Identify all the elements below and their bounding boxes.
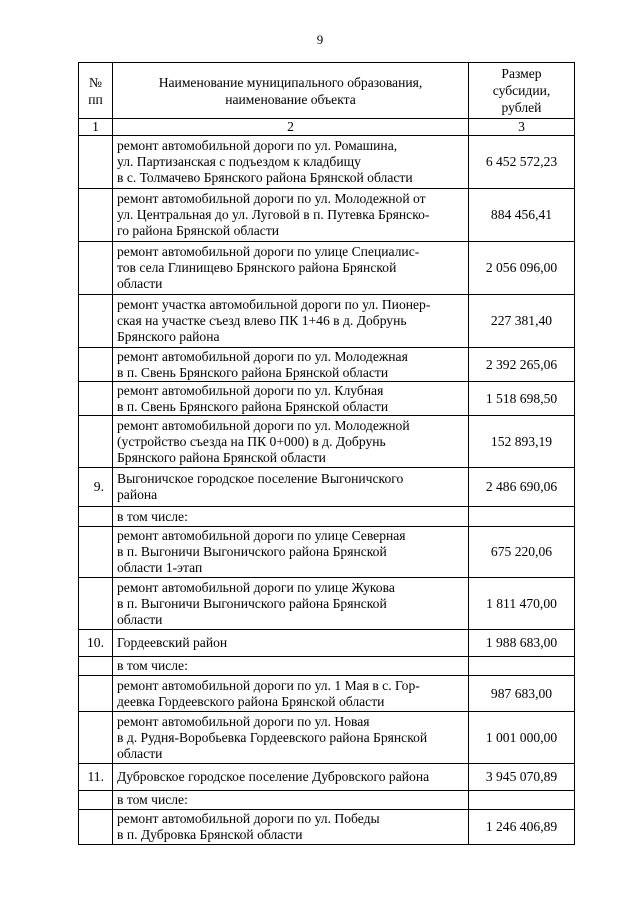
- row-number: 11.: [79, 764, 113, 791]
- table-row: [79, 382, 575, 416]
- header-name: Наименование муниципального образования, наименование объекта: [113, 63, 469, 119]
- row-amount: 884 456,41: [469, 189, 575, 242]
- row-number: 9.: [79, 468, 113, 507]
- row-name: в том числе:: [113, 791, 469, 810]
- row-number: 10.: [79, 630, 113, 657]
- row-number: [79, 578, 113, 630]
- table-row: [79, 295, 575, 348]
- row-name: ремонт автомобильной дороги по ул. 1 Мая в с. Гор- деевка Гордеевского района Брянской области: [113, 676, 469, 712]
- row-name: ремонт автомобильной дороги по ул. Молодежной от ул. Центральная до ул. Луговой в п. Путевка Брянско- го района Брянской области: [113, 189, 469, 242]
- table-header-row: [79, 63, 575, 119]
- page-number: 9: [316, 32, 324, 47]
- table-row: [79, 657, 575, 676]
- row-amount: 227 381,40: [469, 295, 575, 348]
- row-amount: 1 246 406,89: [469, 810, 575, 845]
- row-amount: 2 056 096,00: [469, 242, 575, 295]
- table-row: [79, 810, 575, 845]
- row-number: [79, 136, 113, 189]
- table-row: [79, 630, 575, 657]
- table-row: [79, 676, 575, 712]
- row-number: [79, 507, 113, 527]
- row-amount: 2 486 690,06: [469, 468, 575, 507]
- row-number: [79, 527, 113, 578]
- col-index-3: 3: [469, 119, 575, 136]
- table-row: [79, 578, 575, 630]
- row-name: Гордеевский район: [113, 630, 469, 657]
- row-name: ремонт автомобильной дороги по ул. Молодежная в п. Свень Брянского района Брянской области: [113, 348, 469, 382]
- row-amount: 987 683,00: [469, 676, 575, 712]
- row-amount: 2 392 265,06: [469, 348, 575, 382]
- row-name: Выгоничское городское поселение Выгоничского района: [113, 468, 469, 507]
- row-name: в том числе:: [113, 507, 469, 527]
- row-amount: 3 945 070,89: [469, 764, 575, 791]
- table-row: [79, 189, 575, 242]
- table-row: [79, 527, 575, 578]
- row-number: [79, 712, 113, 764]
- subsidy-table: [78, 62, 575, 845]
- row-number: [79, 676, 113, 712]
- table-row: [79, 416, 575, 468]
- row-number: [79, 382, 113, 416]
- table-row: [79, 712, 575, 764]
- row-amount: 1 001 000,00: [469, 712, 575, 764]
- row-name: ремонт автомобильной дороги по улице Специалис- тов села Глинищево Брянского района Брянской области: [113, 242, 469, 295]
- row-name: ремонт автомобильной дороги по ул. Молодежной (устройство съезда на ПК 0+000) в д. Добрунь Брянского района Брянской области: [113, 416, 469, 468]
- row-amount: [469, 657, 575, 676]
- row-number: [79, 791, 113, 810]
- row-name: ремонт автомобильной дороги по ул. Победы в п. Дубровка Брянской области: [113, 810, 469, 845]
- row-name: ремонт автомобильной дороги по улице Жукова в п. Выгоничи Выгоничского района Брянской области: [113, 578, 469, 630]
- table-row: [79, 791, 575, 810]
- row-name: ремонт автомобильной дороги по ул. Новая в д. Рудня-Воробьевка Гордеевского района Брянской области: [113, 712, 469, 764]
- table-row: [79, 507, 575, 527]
- row-name: в том числе:: [113, 657, 469, 676]
- column-index-row: [79, 119, 575, 136]
- row-name: ремонт автомобильной дороги по ул. Ромашина, ул. Партизанская с подъездом к кладбищу в с. Толмачево Брянского района Брянской области: [113, 136, 469, 189]
- table-row: [79, 348, 575, 382]
- table-row: [79, 242, 575, 295]
- col-index-1: 1: [79, 119, 113, 136]
- row-amount: 1 811 470,00: [469, 578, 575, 630]
- row-name: ремонт автомобильной дороги по улице Северная в п. Выгоничи Выгоничского района Брянской области 1-этап: [113, 527, 469, 578]
- table-row: [79, 468, 575, 507]
- row-amount: 6 452 572,23: [469, 136, 575, 189]
- row-amount: [469, 791, 575, 810]
- row-amount: 152 893,19: [469, 416, 575, 468]
- row-number: [79, 657, 113, 676]
- row-number: [79, 189, 113, 242]
- table-row: [79, 764, 575, 791]
- row-number: [79, 242, 113, 295]
- col-index-2: 2: [113, 119, 469, 136]
- row-number: [79, 348, 113, 382]
- row-number: [79, 810, 113, 845]
- row-name: ремонт автомобильной дороги по ул. Клубная в п. Свень Брянского района Брянской области: [113, 382, 469, 416]
- row-number: [79, 295, 113, 348]
- table-row: [79, 136, 575, 189]
- row-amount: 1 518 698,50: [469, 382, 575, 416]
- row-amount: 1 988 683,00: [469, 630, 575, 657]
- row-number: [79, 416, 113, 468]
- row-name: ремонт участка автомобильной дороги по ул. Пионер- ская на участке съезд влево ПК 1+46 в д. Добрунь Брянского района: [113, 295, 469, 348]
- row-amount: [469, 507, 575, 527]
- header-amount: Размер субсидии, рублей: [469, 63, 575, 119]
- header-num: № пп: [79, 63, 113, 119]
- row-amount: 675 220,06: [469, 527, 575, 578]
- row-name: Дубровское городское поселение Дубровского района: [113, 764, 469, 791]
